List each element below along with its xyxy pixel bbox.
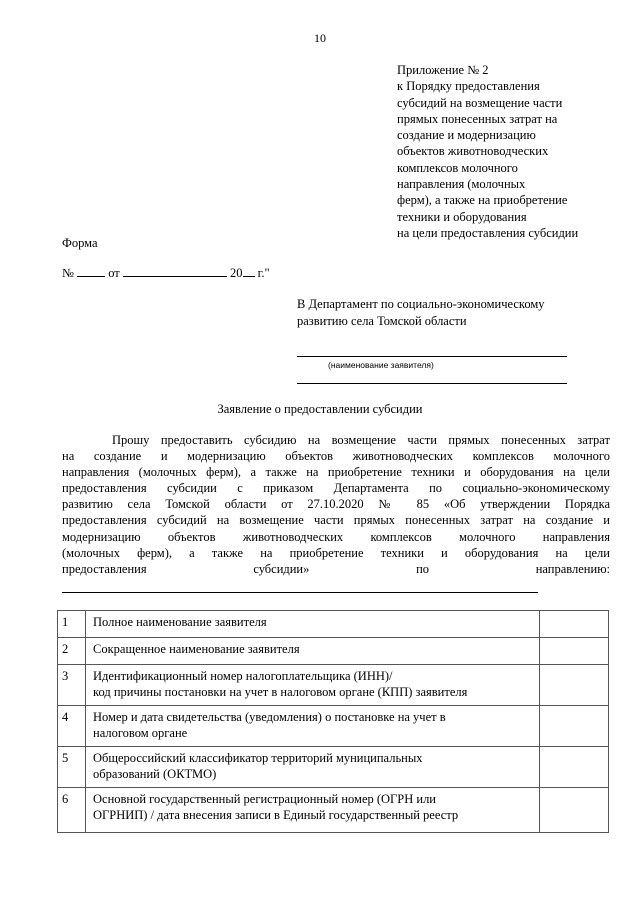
row-value-cell[interactable] (540, 788, 609, 833)
row-label: Общероссийский классификатор территорий муниципальных образований (ОКТМО) (86, 747, 540, 788)
document-title: Заявление о предоставлении субсидии (217, 402, 423, 416)
form-label: Форма (62, 236, 98, 250)
row-value-cell[interactable] (540, 706, 609, 747)
row-value-cell[interactable] (540, 611, 609, 638)
body-line: (молочных ферм), а также на приобретение техники и оборудования на цели (62, 545, 610, 560)
year-prefix: 20 (230, 266, 243, 280)
body-line: направления (молочных ферм), а также на приобретение техники и оборудования на цели (62, 465, 610, 480)
appendix-line: субсидий на возмещение части (397, 95, 563, 110)
recipient-block (297, 296, 597, 329)
document-number-line (62, 266, 270, 281)
table-row (58, 611, 609, 638)
row-value-cell[interactable] (540, 638, 609, 665)
recipient-line: В Департамент по социально-экономическому (297, 297, 545, 311)
row-value-cell[interactable] (540, 747, 609, 788)
table-row (58, 706, 609, 747)
from-label: от (108, 266, 120, 280)
applicant-name-caption: (наименование заявителя) (328, 360, 434, 370)
applicant-data-table (57, 610, 609, 833)
appendix-line: прямых понесенных затрат на (397, 111, 558, 126)
application-body (62, 432, 610, 577)
body-line: предоставления субсидии с приказом Департамента по социально-экономическому (62, 481, 610, 496)
row-number: 6 (58, 788, 86, 833)
row-number: 1 (58, 611, 86, 638)
number-field[interactable] (77, 266, 105, 277)
row-value-cell[interactable] (540, 665, 609, 706)
row-label: Сокращенное наименование заявителя (86, 638, 540, 665)
page-number: 10 (314, 31, 326, 45)
appendix-line: направления (молочных (397, 177, 526, 192)
row-label: Идентификационный номер налогоплательщика (ИНН)/ код причины постановки на учет в налоговом органе (КПП) заявителя (86, 665, 540, 706)
table-row (58, 638, 609, 665)
body-line: предоставления субсидий на возмещение части прямых понесенных затрат на создание и (62, 513, 610, 528)
year-suffix: г." (257, 266, 270, 280)
row-number: 4 (58, 706, 86, 747)
direction-field[interactable] (62, 592, 538, 593)
row-label: Основной государственный регистрационный номер (ОГРН или ОГРНИП) / дата внесения записи в Единый государственный реестр (86, 788, 540, 833)
row-label: Полное наименование заявителя (86, 611, 540, 638)
appendix-header (397, 62, 617, 241)
row-label: Номер и дата свидетельства (уведомления) о постановке на учет в налоговом органе (86, 706, 540, 747)
row-number: 2 (58, 638, 86, 665)
number-sign: № (62, 266, 74, 280)
appendix-line: Приложение № 2 (397, 63, 489, 77)
appendix-line: на цели предоставления субсидии (397, 225, 579, 240)
date-field[interactable] (123, 266, 227, 277)
row-number: 5 (58, 747, 86, 788)
recipient-line: развитию села Томской области (297, 313, 467, 328)
appendix-line: создание и модернизацию (397, 128, 536, 143)
body-line: на создание и модернизацию объектов животноводческих комплексов молочного (62, 449, 610, 464)
appendix-line: ферм), а также на приобретение (397, 193, 568, 208)
row-number: 3 (58, 665, 86, 706)
appendix-line: объектов животноводческих (397, 144, 549, 159)
table-row (58, 788, 609, 833)
body-line: Прошу предоставить субсидию на возмещение части прямых понесенных затрат (112, 433, 610, 447)
appendix-line: к Порядку предоставления (397, 79, 540, 94)
applicant-name-field[interactable] (297, 356, 567, 357)
year-field[interactable] (243, 266, 255, 277)
appendix-line: техники и оборудования (397, 209, 527, 224)
appendix-line: комплексов молочного (397, 160, 518, 175)
body-line: развитию села Томской области от 27.10.2020 № 85 «Об утверждении Порядка (62, 497, 610, 512)
body-line: предоставления субсидии» по направлению: (62, 561, 610, 576)
body-line: модернизацию объектов животноводческих комплексов молочного направления (62, 529, 610, 544)
applicant-name-field-2[interactable] (297, 383, 567, 384)
table-row (58, 665, 609, 706)
table-row (58, 747, 609, 788)
